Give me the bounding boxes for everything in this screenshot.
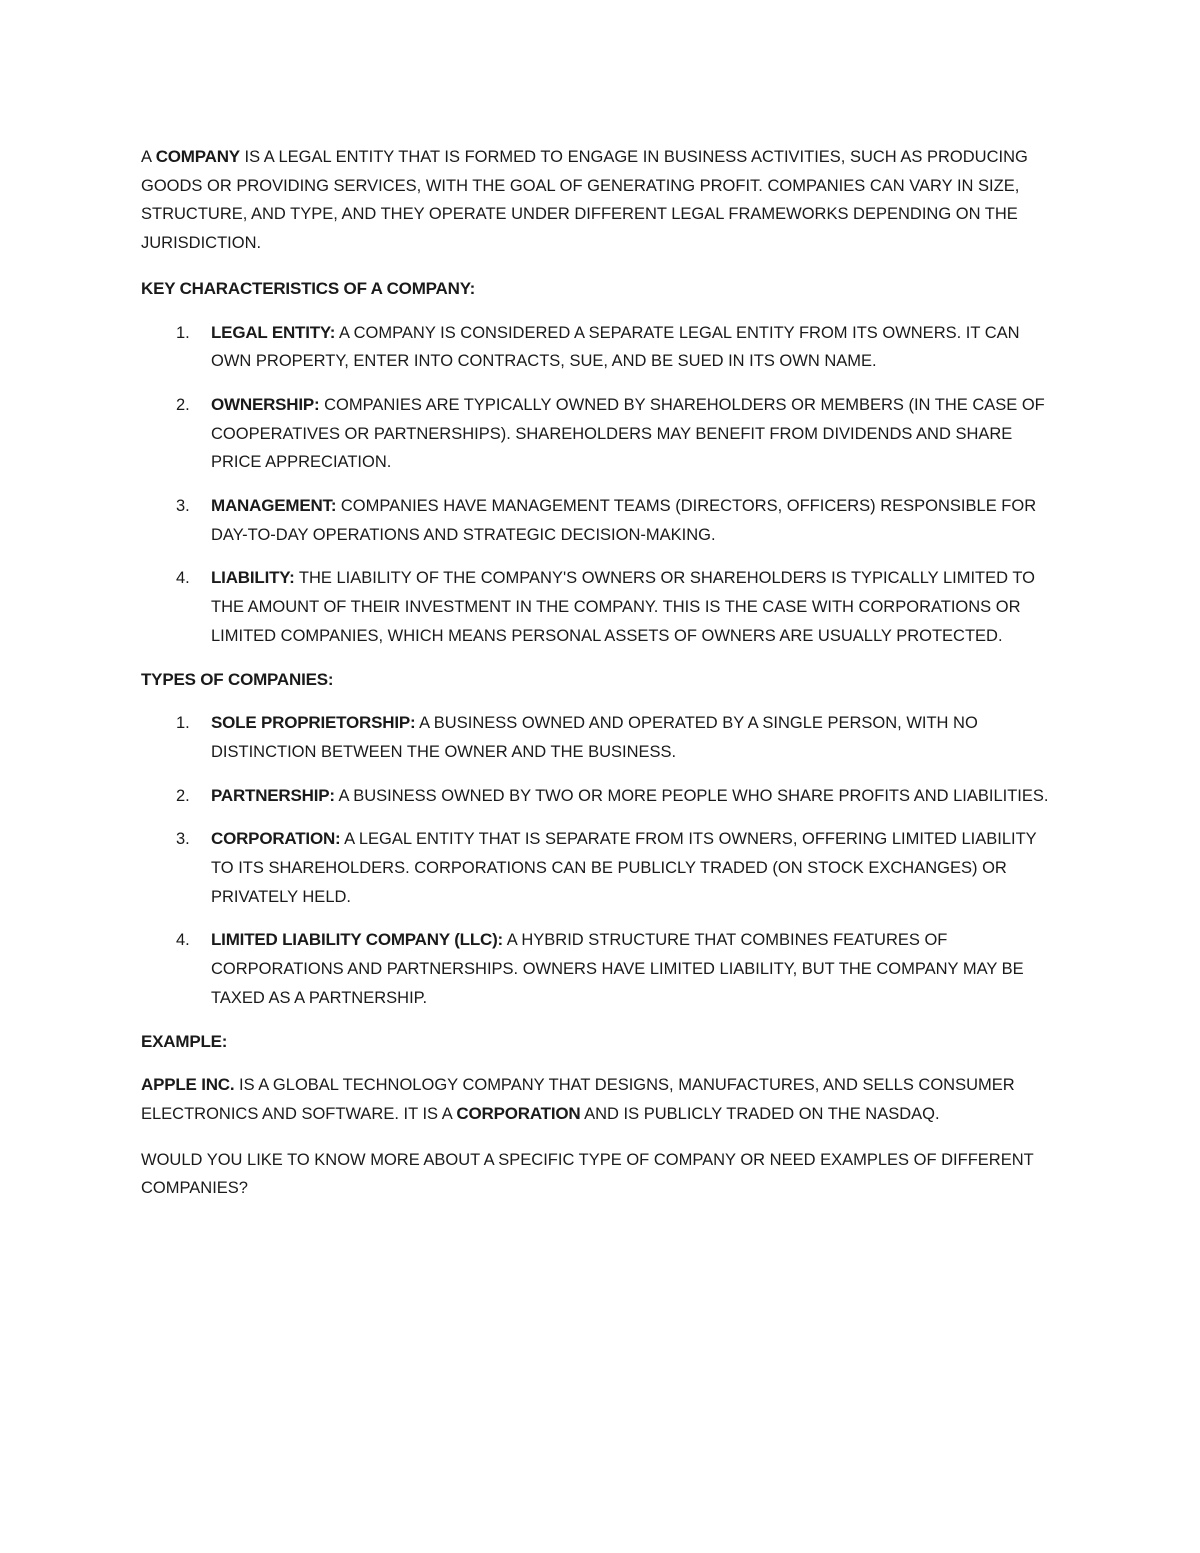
example-text-a: IS A GLOBAL TECHNOLOGY COMPANY THAT DESIGNS, MANUFACTURES, AND SELLS CONSUMER ELECTRONICS AND SOFTWARE. IT IS A xyxy=(141,1076,1015,1123)
list-text: A BUSINESS OWNED BY TWO OR MORE PEOPLE WHO SHARE PROFITS AND LIABILITIES. xyxy=(334,786,1049,805)
list-number: 3. xyxy=(176,830,190,849)
list-term: SOLE PROPRIETORSHIP: xyxy=(211,713,416,733)
intro-prefix: A xyxy=(141,148,156,166)
list-item xyxy=(141,492,1061,549)
types-heading: TYPES OF COMPANIES: xyxy=(141,669,334,689)
list-item xyxy=(141,391,1061,477)
list-term: LIABILITY: xyxy=(211,568,295,588)
list-number: 4. xyxy=(176,569,190,588)
types-list xyxy=(141,709,1061,1012)
list-text: COMPANIES ARE TYPICALLY OWNED BY SHAREHOLDERS OR MEMBERS (IN THE CASE OF COOPERATIVES OR PARTNERSHIPS). SHAREHOLDERS MAY BENEFIT FROM DIVIDENDS AND SHARE PRICE APPRECIATION. xyxy=(211,395,1045,472)
intro-paragraph xyxy=(141,143,1061,258)
list-item xyxy=(141,709,1061,766)
intro-term: COMPANY xyxy=(155,147,240,166)
list-term: CORPORATION: xyxy=(211,829,341,849)
list-item xyxy=(141,564,1061,650)
list-item xyxy=(141,319,1061,376)
example-term-2: CORPORATION xyxy=(456,1103,581,1123)
list-number: 3. xyxy=(176,497,190,516)
document-page xyxy=(141,143,1061,1220)
example-heading: EXAMPLE: xyxy=(141,1031,228,1051)
list-term: PARTNERSHIP: xyxy=(211,785,335,805)
list-item xyxy=(141,926,1061,1012)
characteristics-list xyxy=(141,319,1061,651)
list-term: OWNERSHIP: xyxy=(211,394,320,414)
characteristics-heading: KEY CHARACTERISTICS OF A COMPANY: xyxy=(141,278,476,298)
list-text: A HYBRID STRUCTURE THAT COMBINES FEATURES OF CORPORATIONS AND PARTNERSHIPS. OWNERS HAVE LIMITED LIABILITY, BUT THE COMPANY MAY BE TAXED AS A PARTNERSHIP. xyxy=(211,931,1024,1007)
intro-text: IS A LEGAL ENTITY THAT IS FORMED TO ENGAGE IN BUSINESS ACTIVITIES, SUCH AS PRODUCING GOODS OR PROVIDING SERVICES, WITH THE GOAL OF GENERATING PROFIT. COMPANIES CAN VARY IN SIZE, STRUCTURE, AND TYPE, AND THEY OPERATE UNDER DIFFERENT LEGAL FRAMEWORKS DEPENDING ON THE JURISDICTION. xyxy=(141,148,1028,253)
list-term: MANAGEMENT: xyxy=(211,496,337,516)
closing-paragraph: WOULD YOU LIKE TO KNOW MORE ABOUT A SPECIFIC TYPE OF COMPANY OR NEED EXAMPLES OF DIFFERENT COMPANIES? xyxy=(141,1150,1034,1198)
example-text-b: AND IS PUBLICLY TRADED ON THE NASDAQ. xyxy=(580,1104,940,1123)
list-number: 4. xyxy=(176,931,190,950)
example-paragraph xyxy=(141,1071,1061,1128)
example-term: APPLE INC. xyxy=(141,1075,235,1095)
list-text: A LEGAL ENTITY THAT IS SEPARATE FROM ITS OWNERS, OFFERING LIMITED LIABILITY TO ITS SHAREHOLDERS. CORPORATIONS CAN BE PUBLICLY TRADED (ON STOCK EXCHANGES) OR PRIVATELY HELD. xyxy=(211,830,1037,906)
list-text: THE LIABILITY OF THE COMPANY'S OWNERS OR SHAREHOLDERS IS TYPICALLY LIMITED TO THE AMOUNT OF THEIR INVESTMENT IN THE COMPANY. THIS IS THE CASE WITH CORPORATIONS OR LIMITED COMPANIES, WHICH MEANS PERSONAL ASSETS OF OWNERS ARE USUALLY PROTECTED. xyxy=(211,569,1035,645)
list-number: 2. xyxy=(176,395,190,414)
list-item xyxy=(141,825,1061,911)
list-text: A COMPANY IS CONSIDERED A SEPARATE LEGAL ENTITY FROM ITS OWNERS. IT CAN OWN PROPERTY, ENTER INTO CONTRACTS, SUE, AND BE SUED IN ITS OWN NAME. xyxy=(211,323,1020,371)
list-number: 1. xyxy=(176,714,190,733)
list-number: 1. xyxy=(176,323,190,342)
list-item xyxy=(141,782,1061,811)
list-text: A BUSINESS OWNED AND OPERATED BY A SINGLE PERSON, WITH NO DISTINCTION BETWEEN THE OWNER AND THE BUSINESS. xyxy=(211,714,978,761)
list-term: LIMITED LIABILITY COMPANY (LLC): xyxy=(211,930,504,950)
list-number: 2. xyxy=(176,786,190,805)
list-term: LEGAL ENTITY: xyxy=(211,322,336,342)
list-text: COMPANIES HAVE MANAGEMENT TEAMS (DIRECTORS, OFFICERS) RESPONSIBLE FOR DAY-TO-DAY OPERATIONS AND STRATEGIC DECISION-MAKING. xyxy=(211,497,1037,544)
